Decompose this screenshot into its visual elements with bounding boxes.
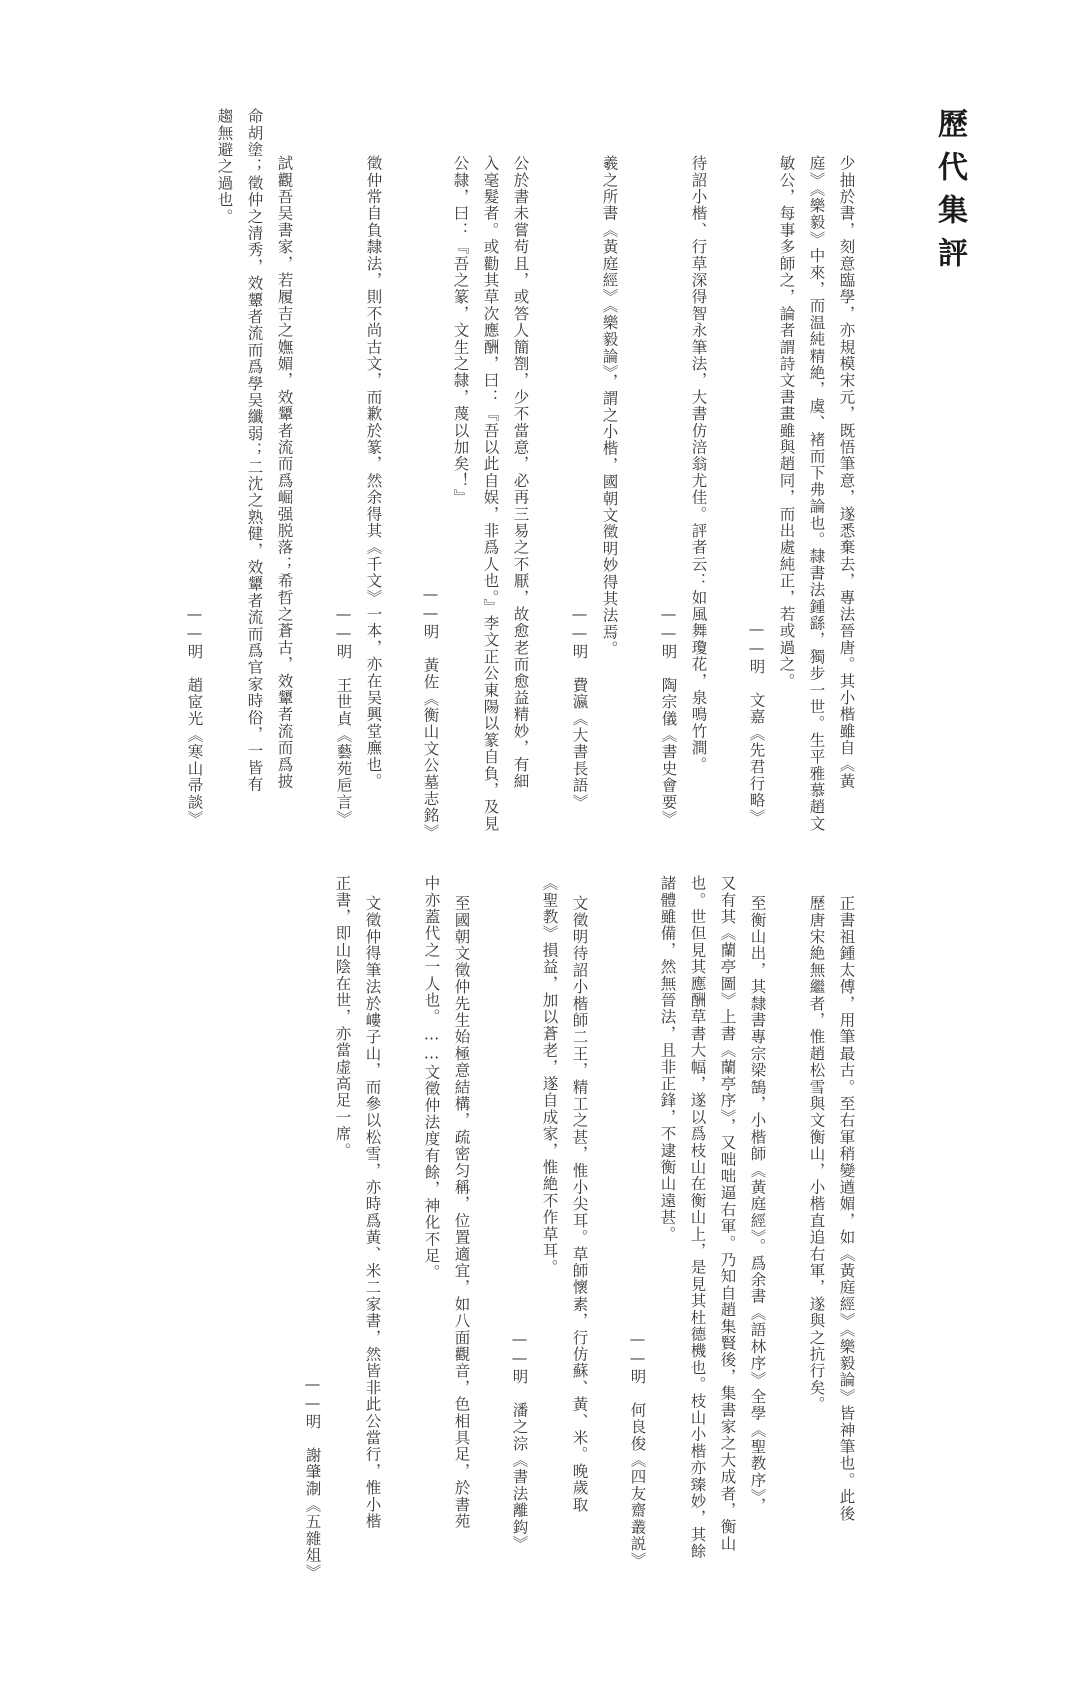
text-line: 試觀吾吴書家，若履吉之嫵媚，效顰者流而爲崛强脱落；希哲之蒼古，效顰者流而爲披 (275, 155, 294, 790)
text-line: 文徵明待詔小楷師二王，精工之甚，惟小尖耳。草師懷素，行仿蘇、黃、米。晚歲取 (570, 895, 589, 1513)
attribution: ——明 文嘉《先君行略》 (747, 620, 766, 826)
attribution: ——明 謝肇淛《五雜俎》 (303, 1375, 322, 1581)
text-line: 庭》《樂毅》中來，而温純精絶，虞、褚而下弗論也。隸書法鍾繇，獨步一世。生平雅慕趙文 (807, 155, 826, 832)
text-line: 文徵仲得筆法於嶁子山，而參以松雪，亦時爲黃、米二家書，然皆非此公當行，惟小楷 (363, 895, 382, 1530)
text-line: 歷唐宋絶無繼者，惟趙松雪與文衡山，小楷直追右軍，遂與之抗行矣。 (807, 895, 826, 1413)
attribution: ——明 趙宧光《寒山帚談》 (185, 605, 204, 828)
attribution: ——明 黃佐《衡山文公墓志銘》 (421, 585, 440, 841)
text-line: 敏公，每事多師之，論者謂詩文書畫雖與趙同，而出處純正，若或過之。 (777, 155, 796, 690)
text-line: 入毫髮者。或勸其草次應酬，曰：『吾以此自娱，非爲人也。』李文正公東陽以篆自負，及見 (481, 155, 500, 832)
text-line: 羲之所書《黃庭經》《樂毅論》，謂之小楷，國朝文徵明妙得其法焉。 (600, 155, 619, 658)
text-line: 公於書未嘗苟且，或答人簡劄，少不當意，必再三易之不厭，故愈老而愈益精妙，有細 (511, 155, 530, 790)
text-line: 徵仲常自負隸法，則不尚古文，而歉於篆，然余得其《千文》一本，亦在吴興堂廡也。 (364, 155, 383, 790)
attribution: ——明 何良俊《四友齋叢説》 (628, 1330, 647, 1569)
text-line: 《聖教》損益，加以蒼老，遂自成家，惟絶不作草耳。 (540, 875, 559, 1276)
text-line: 又有其《蘭亭圖》上書《蘭亭序》，又咄咄逼右軍。乃知自趙集賢後，集書家之大成者，衡山 (718, 875, 737, 1552)
page-title: 歷代集評 (932, 108, 967, 280)
text-line: 公隸，曰：『吾之篆，文生之隸，蔑以加矣！』 (451, 155, 470, 506)
text-line: 趨無避之過也。 (215, 108, 234, 225)
text-line: 也。世但見其應酬草書大幅，遂以爲枝山在衡山上，是見其杜德機也。枝山小楷亦臻妙，其餘 (688, 875, 707, 1560)
text-line: 至國朝文徵仲先生始極意結構，疏密匀稱，位置適宜，如八面觀音，色相具足，於書苑 (452, 895, 471, 1530)
text-line: 諸體雖備，然無晉法，且非正鋒，不逮衡山遠甚。 (658, 875, 677, 1243)
text-line: 命胡塗；徵仲之清秀，效顰者流而爲學吴纖弱；二沈之熟健，效顰者流而爲官家時俗，一皆有 (245, 108, 264, 793)
attribution: ——明 王世貞《藝苑巵言》 (334, 605, 353, 828)
attribution: ——明 費瀛《大書長語》 (570, 605, 589, 811)
text-line: 正書，即山陰在世，亦當虚高足一席。 (333, 875, 352, 1159)
text-line: 待詔小楷、行草深得智永筆法，大書仿涪翁尤佳。評者云：如風舞瓊花，泉鳴竹澗。 (689, 155, 708, 773)
attribution: ——明 陶宗儀《書史會要》 (659, 605, 678, 828)
text-line: 至衡山出，其隸書專宗梁鵠，小楷師《黃庭經》。爲余書《語林序》全學《聖教序》， (748, 895, 767, 1515)
text-line: 少抽於書，刻意臨學，亦規模宋元，既悟筆意，遂悉棄去，專法晉唐。其小楷雖自《黃 (837, 155, 856, 790)
text-line: 正書祖鍾太傅，用筆最古。至右軍稍變遒媚，如《黃庭經》《樂毅論》皆神筆也。此後 (837, 895, 856, 1522)
attribution: ——明 潘之淙《書法離鈎》 (510, 1330, 529, 1553)
text-line: 中亦蓋代之一人也。……文徵仲法度有餘，神化不足。 (422, 875, 441, 1281)
